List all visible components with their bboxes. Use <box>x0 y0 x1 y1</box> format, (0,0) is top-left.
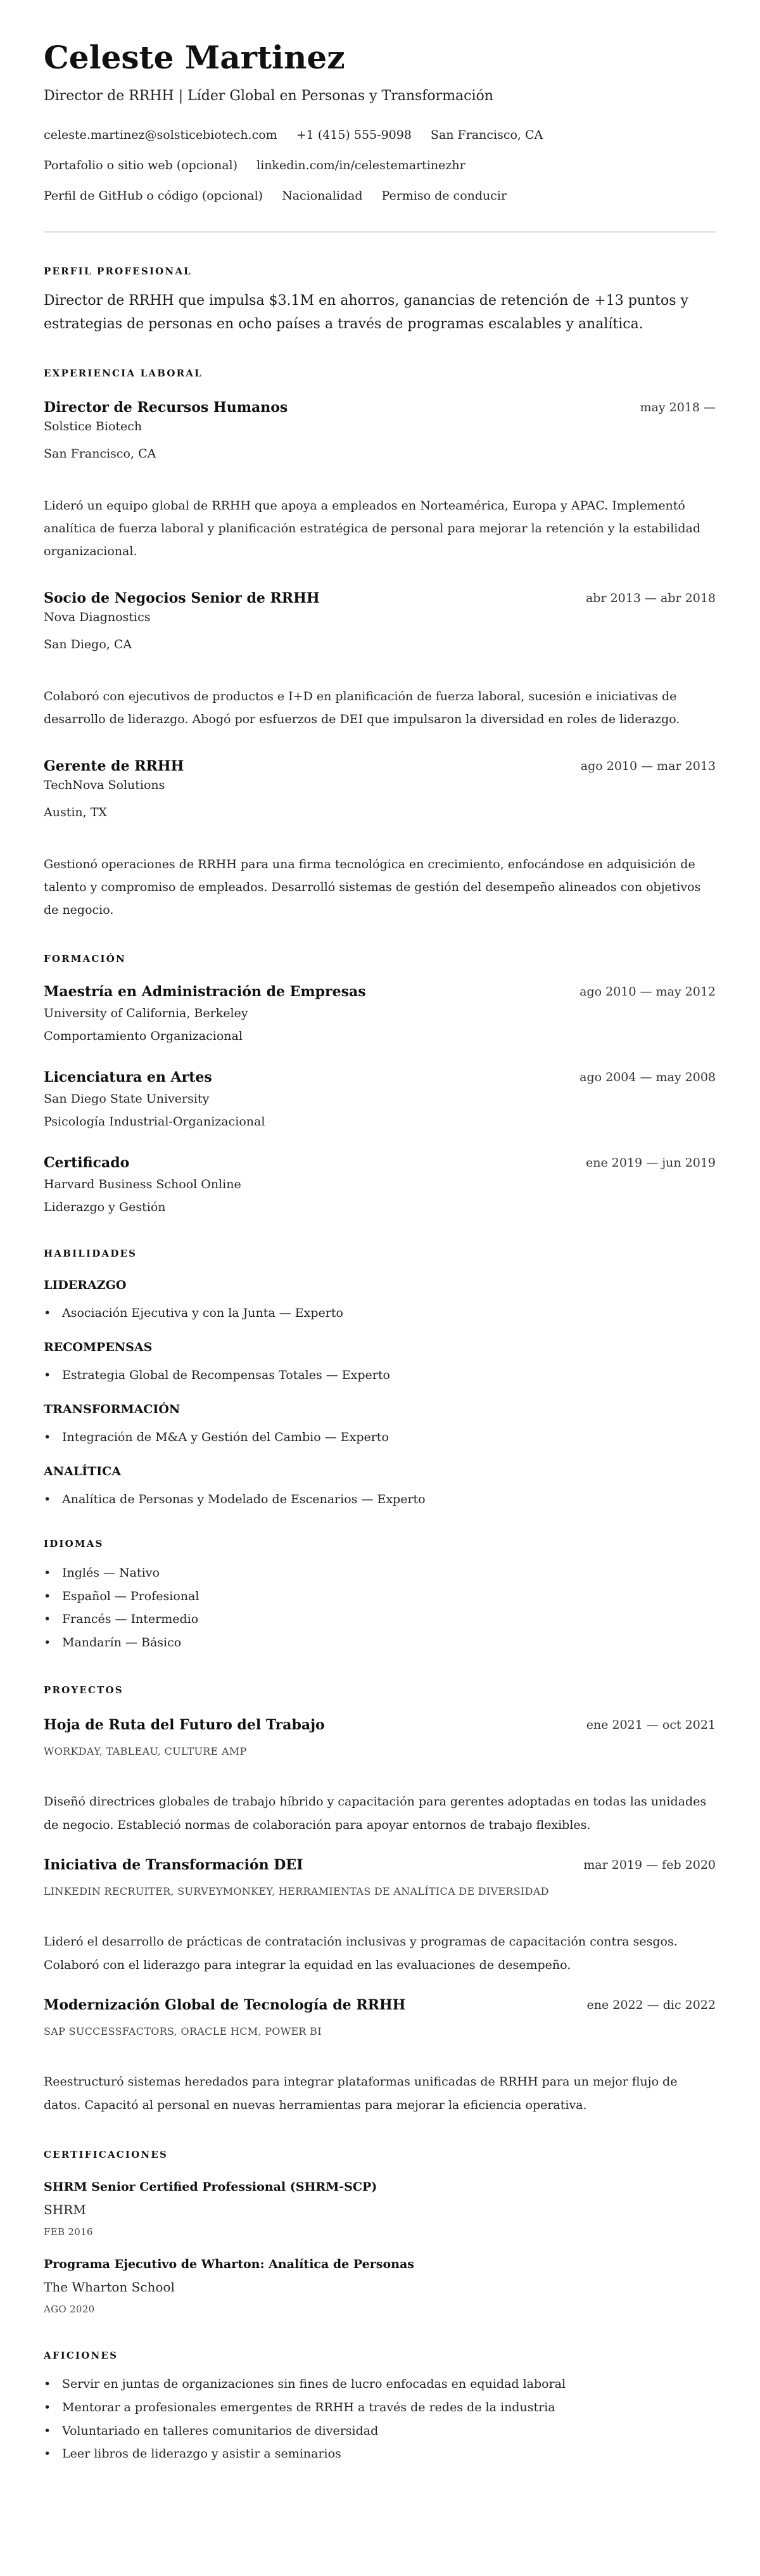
language-item: • Inglés — Nativo <box>44 1561 716 1585</box>
experience-item <box>44 757 716 921</box>
education-header <box>44 982 716 1001</box>
contact-row <box>44 156 716 175</box>
project-description: Diseñó directrices globales de trabajo híbrido y capacitación para gerentes adoptadas en todas las unidades de negocio. Estableció normas de colaboración para apoyar entornos de trabajo flexibles. <box>44 1795 707 1832</box>
experience-header <box>44 589 716 608</box>
education-item <box>44 1153 716 1216</box>
skill-list <box>44 1366 716 1384</box>
degree-title: Maestría en Administración de Empresas <box>44 984 366 1000</box>
company-name: TechNova Solutions <box>44 778 165 792</box>
section-title: HABILIDADES <box>44 1248 137 1259</box>
project-item <box>44 1996 716 2117</box>
project-title: Iniciativa de Transformación DEI <box>44 1857 303 1874</box>
driving-license: Permiso de conducir <box>381 189 507 203</box>
education-header <box>44 1068 716 1087</box>
project-description: Lideró el desarrollo de prácticas de contratación inclusivas y programas de capacitación contra sesgos. Colaboró con el liderazgo para integrar la equidad en las evaluaciones de desempeño. <box>44 1935 678 1972</box>
job-title: Director de Recursos Humanos <box>44 399 288 416</box>
project-description: Reestructuró sistemas heredados para integrar plataformas unificadas de RRHH para un mejor flujo de datos. Capacitó al personal en nuevas herramientas para mejorar la eficiencia operativa. <box>44 2075 678 2112</box>
section-title: FORMACIÓN <box>44 953 126 964</box>
company-name: Nova Diagnostics <box>44 610 151 624</box>
section-title: CERTIFICACIONES <box>44 2149 168 2161</box>
skill-group <box>44 1277 716 1322</box>
contact-row <box>44 125 716 144</box>
project-dates: ene 2021 — oct 2021 <box>586 1718 716 1733</box>
skill-item: • Estrategia Global de Recompensas Totales — Experto <box>44 1366 716 1384</box>
linkedin-link[interactable]: linkedin.com/in/celestemartinezhr <box>256 158 466 172</box>
job-location: San Francisco, CA <box>44 447 156 461</box>
school-name: Harvard Business School Online <box>44 1177 241 1191</box>
skill-group-name: ANALÍTICA <box>44 1464 121 1478</box>
header-divider <box>44 231 716 233</box>
candidate-headline: Director de RRHH | Líder Global en Personas y Transformación <box>44 88 493 104</box>
hobbies-section <box>44 2349 716 2465</box>
skill-item: • Analítica de Personas y Modelado de Escenarios — Experto <box>44 1490 716 1508</box>
project-tech-stack: LINKEDIN RECRUITER, SURVEYMONKEY, HERRAMIENTAS DE ANALÍTICA DE DIVERSIDAD <box>44 1885 549 1898</box>
candidate-name: Celeste Martinez <box>44 39 345 76</box>
education-dates: ago 2010 — may 2012 <box>580 985 716 999</box>
skill-item: • Integración de M&A y Gestión del Cambio — Experto <box>44 1428 716 1446</box>
project-header <box>44 1996 716 2015</box>
project-header <box>44 1715 716 1734</box>
contact-row <box>44 186 716 205</box>
languages-section <box>44 1537 716 1654</box>
education-header <box>44 1153 716 1172</box>
experience-item <box>44 398 716 563</box>
job-dates: may 2018 — <box>640 400 716 414</box>
skill-group-name: TRANSFORMACIÓN <box>44 1402 180 1416</box>
skill-group <box>44 1339 716 1384</box>
degree-title: Certificado <box>44 1155 130 1171</box>
field-of-study: Comportamiento Organizacional <box>44 1029 243 1043</box>
project-title: Hoja de Ruta del Futuro del Trabajo <box>44 1717 325 1734</box>
degree-title: Licenciatura en Artes <box>44 1069 212 1086</box>
experience-header <box>44 757 716 776</box>
github-link[interactable]: Perfil de GitHub o código (opcional) <box>44 189 263 203</box>
portfolio-link[interactable]: Portafolio o sitio web (opcional) <box>44 158 238 172</box>
certification-date: FEB 2016 <box>44 2226 93 2238</box>
job-dates: ago 2010 — mar 2013 <box>580 759 716 773</box>
education-section <box>44 952 716 1216</box>
certification-item <box>44 2256 716 2316</box>
section-title: IDIOMAS <box>44 1538 104 1549</box>
job-title: Socio de Negocios Senior de RRHH <box>44 590 320 606</box>
job-location: Austin, TX <box>44 805 107 819</box>
section-title: EXPERIENCIA LABORAL <box>44 368 203 379</box>
resume-header <box>44 39 716 205</box>
hobby-item: • Leer libros de liderazgo y asistir a seminarios <box>44 2442 716 2466</box>
job-location: San Diego, CA <box>44 638 132 651</box>
certification-issuer: The Wharton School <box>44 2279 175 2295</box>
skill-group <box>44 1463 716 1508</box>
skill-list <box>44 1490 716 1508</box>
hobby-item: • Voluntariado en talleres comunitarios de diversidad <box>44 2419 716 2443</box>
education-dates: ago 2004 — may 2008 <box>580 1070 716 1084</box>
section-title: PERFIL PROFESIONAL <box>44 266 192 277</box>
education-dates: ene 2019 — jun 2019 <box>586 1156 716 1170</box>
summary-section <box>44 265 716 336</box>
job-dates: abr 2013 — abr 2018 <box>585 591 716 605</box>
school-name: University of California, Berkeley <box>44 1006 248 1020</box>
skill-item: • Asociación Ejecutiva y con la Junta — Experto <box>44 1304 716 1322</box>
hobbies-list <box>44 2373 716 2465</box>
project-title: Modernización Global de Tecnología de RRHH <box>44 1997 406 2014</box>
language-item: • Mandarín — Básico <box>44 1631 716 1655</box>
project-tech-stack: WORKDAY, TABLEAU, CULTURE AMP <box>44 1745 247 1758</box>
skills-section <box>44 1247 716 1508</box>
experience-item <box>44 589 716 731</box>
project-dates: mar 2019 — feb 2020 <box>583 1858 716 1873</box>
projects-section <box>44 1684 716 2117</box>
nationality: Nacionalidad <box>282 189 363 203</box>
certification-title: SHRM Senior Certified Professional (SHRM-SCP) <box>44 2180 377 2195</box>
job-description: Lideró un equipo global de RRHH que apoya a empleados en Norteamérica, Europa y APAC. Implementó analítica de fuerza laboral y planificación estratégica de personal para mejorar la retención y la estabilidad organizacional. <box>44 499 701 558</box>
certification-issuer: SHRM <box>44 2202 86 2218</box>
company-name: Solstice Biotech <box>44 420 142 433</box>
school-name: San Diego State University <box>44 1092 210 1106</box>
language-item: • Francés — Intermedio <box>44 1608 716 1631</box>
certification-date: AGO 2020 <box>44 2304 95 2316</box>
job-description: Colaboró con ejecutivos de productos e I+D en planificación de fuerza laboral, sucesión e iniciativas de desarrollo de liderazgo. Abogó por esfuerzos de DEI que impulsaron la diversidad en roles de liderazgo. <box>44 689 680 726</box>
skill-list <box>44 1304 716 1322</box>
experience-header <box>44 398 716 417</box>
contact-email[interactable]: celeste.martinez@solsticebiotech.com <box>44 128 277 142</box>
certifications-section <box>44 2148 716 2316</box>
hobby-item: • Servir en juntas de organizaciones sin fines de lucro enfocadas en equidad laboral <box>44 2373 716 2396</box>
certification-title: Programa Ejecutivo de Wharton: Analítica de Personas <box>44 2257 414 2272</box>
project-tech-stack: SAP SUCCESSFACTORS, ORACLE HCM, POWER BI <box>44 2025 322 2038</box>
language-item: • Español — Profesional <box>44 1585 716 1608</box>
summary-text: Director de RRHH que impulsa $3.1M en ahorros, ganancias de retención de +13 puntos y estrategias de personas en ocho países a través de programas escalables y analítica. <box>44 293 688 332</box>
contact-location: San Francisco, CA <box>430 128 543 142</box>
project-header <box>44 1855 716 1874</box>
field-of-study: Psicología Industrial-Organizacional <box>44 1115 265 1129</box>
job-title: Gerente de RRHH <box>44 758 184 774</box>
project-item <box>44 1855 716 1977</box>
skill-list <box>44 1428 716 1446</box>
education-item <box>44 982 716 1045</box>
project-dates: ene 2022 — dic 2022 <box>586 1998 716 2013</box>
section-title: PROYECTOS <box>44 1684 124 1696</box>
skill-group <box>44 1401 716 1446</box>
languages-list <box>44 1561 716 1654</box>
skill-group-name: RECOMPENSAS <box>44 1340 153 1354</box>
job-description: Gestionó operaciones de RRHH para una firma tecnológica en crecimiento, enfocándose en adquisición de talento y compromiso de empleados. Desarrolló sistemas de gestión del desempeño alineados con objetivos de negocio. <box>44 857 701 917</box>
certification-item <box>44 2179 716 2239</box>
contact-phone[interactable]: +1 (415) 555-9098 <box>296 128 412 142</box>
hobby-item: • Mentorar a profesionales emergentes de RRHH a través de redes de la industria <box>44 2396 716 2419</box>
section-title: AFICIONES <box>44 2350 118 2362</box>
experience-section <box>44 367 716 921</box>
project-item <box>44 1715 716 1836</box>
skill-group-name: LIDERAZGO <box>44 1278 127 1292</box>
field-of-study: Liderazgo y Gestión <box>44 1200 166 1214</box>
education-item <box>44 1068 716 1131</box>
